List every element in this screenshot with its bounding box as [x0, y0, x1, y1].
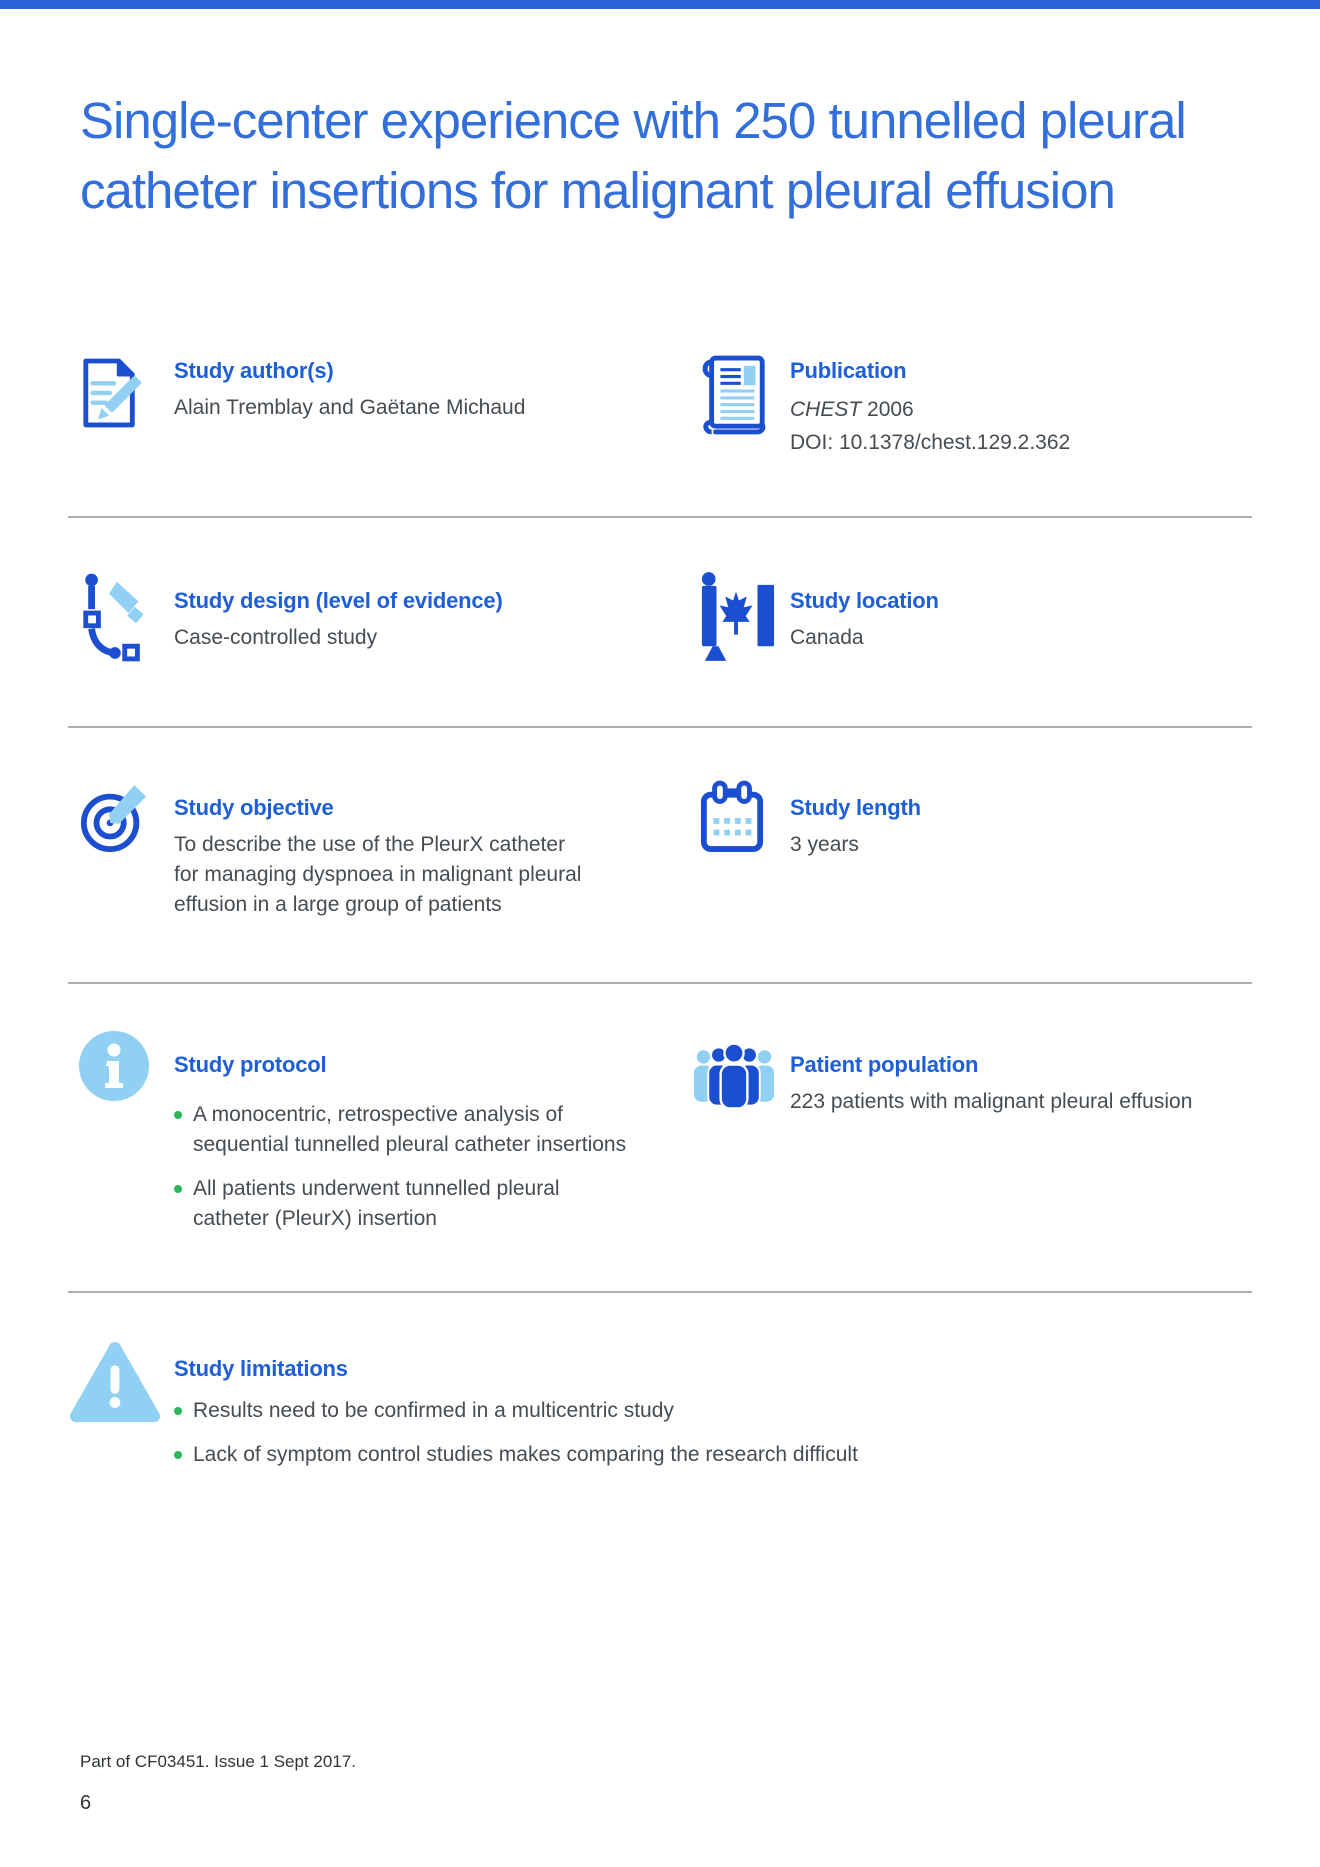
section-authors	[174, 358, 525, 423]
pen-tool-icon	[76, 568, 152, 664]
design-heading: Study design (level of evidence)	[174, 588, 503, 613]
section-population	[790, 1052, 1192, 1117]
bullet-item: A monocentric, retrospective analysis of sequential tunnelled pleural catheter insertions	[174, 1100, 626, 1160]
bullet-dot	[174, 1451, 182, 1459]
top-accent-bar	[0, 0, 1320, 9]
protocol-bullets	[174, 1100, 626, 1234]
calendar-icon	[700, 780, 766, 856]
length-heading: Study length	[790, 795, 921, 820]
objective-body: To describe the use of the PleurX catheter for managing dyspnoea in malignant pleural effusion in a large group of patients	[174, 833, 582, 916]
limitations-bullets	[174, 1396, 858, 1470]
authors-body: Alain Tremblay and Gaëtane Michaud	[174, 396, 526, 419]
warning-triangle-icon	[66, 1336, 164, 1428]
protocol-heading: Study protocol	[174, 1052, 327, 1077]
bullet-item: Lack of symptom control studies makes comparing the research difficult	[174, 1440, 858, 1470]
length-body: 3 years	[790, 833, 859, 856]
objective-heading: Study objective	[174, 795, 334, 820]
divider	[68, 982, 1252, 984]
publication-doi: DOI: 10.1378/chest.129.2.362	[790, 431, 1071, 454]
limitations-heading: Study limitations	[174, 1356, 348, 1381]
section-design	[174, 588, 503, 653]
publication-journal: CHEST	[790, 398, 862, 421]
divider	[68, 1291, 1252, 1293]
footer-note: Part of CF03451. Issue 1 Sept 2017.	[80, 1752, 356, 1771]
publication-heading: Publication	[790, 358, 907, 383]
location-body: Canada	[790, 626, 864, 649]
people-icon	[692, 1042, 776, 1110]
bullet-item: Results need to be confirmed in a multicentric study	[174, 1396, 858, 1426]
publication-body	[790, 393, 1070, 459]
divider	[68, 516, 1252, 518]
design-body: Case-controlled study	[174, 626, 378, 649]
population-heading: Patient population	[790, 1052, 979, 1077]
page-title-line2: catheter insertions for malignant pleural effusion	[80, 162, 1115, 219]
authors-heading: Study author(s)	[174, 358, 334, 383]
section-publication	[790, 358, 1070, 459]
target-dart-icon	[78, 783, 150, 855]
section-protocol	[174, 1052, 626, 1248]
journal-icon	[698, 352, 770, 438]
divider	[68, 726, 1252, 728]
bullet-dot	[174, 1407, 182, 1415]
page-number: 6	[80, 1792, 92, 1814]
section-objective	[174, 795, 581, 920]
location-heading: Study location	[790, 588, 939, 613]
population-body: 223 patients with malignant pleural effusion	[790, 1090, 1193, 1113]
document-pencil-icon	[80, 353, 142, 431]
section-limitations	[174, 1356, 858, 1484]
bullet-item: All patients underwent tunnelled pleural catheter (PleurX) insertion	[174, 1174, 626, 1234]
section-location	[790, 588, 939, 653]
page-title	[80, 86, 1280, 226]
bullet-dot	[174, 1111, 182, 1119]
publication-year: 2006	[861, 398, 914, 421]
canada-flag-icon	[698, 570, 776, 665]
info-icon	[78, 1030, 150, 1102]
section-length	[790, 795, 921, 860]
bullet-dot	[174, 1185, 182, 1193]
page-title-line1: Single-center experience with 250 tunnelled pleural	[80, 92, 1186, 149]
